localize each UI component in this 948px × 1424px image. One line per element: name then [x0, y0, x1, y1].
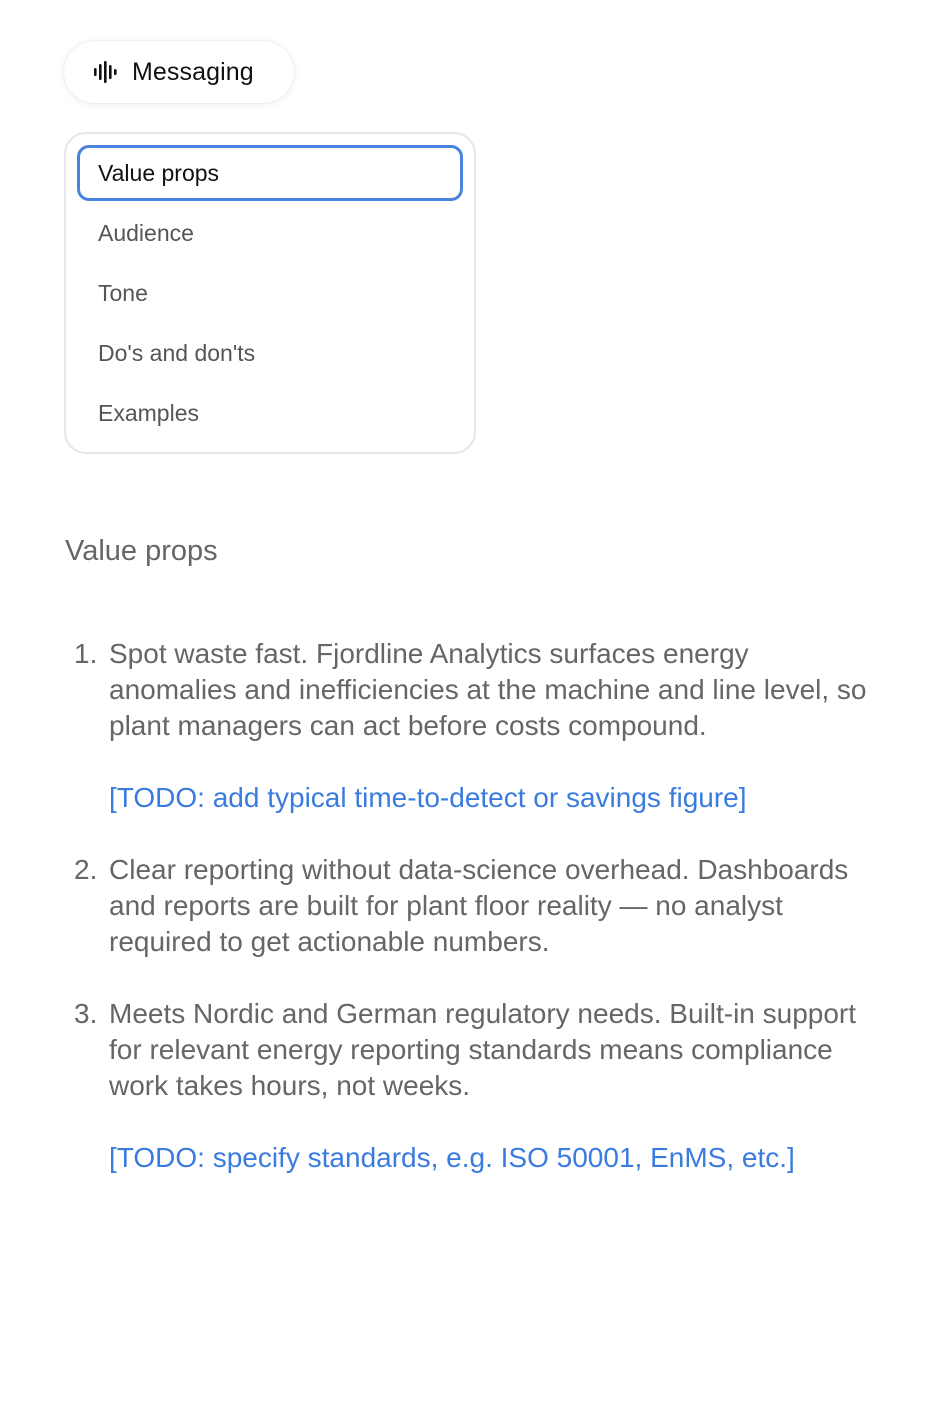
- list-item-number: 1.: [74, 638, 98, 669]
- waveform-icon: [94, 61, 118, 83]
- list-item: [0, 636, 948, 816]
- section-menu: [64, 132, 476, 454]
- menu-item-audience[interactable]: Audience: [98, 219, 194, 246]
- list-item-text: Meets Nordic and German regulatory needs. Built-in support for relevant energy reporting standards means compliance work takes hours, not weeks.: [109, 998, 857, 1101]
- list-item-number: 2.: [74, 854, 98, 885]
- todo-note: [TODO: specify standards, e.g. ISO 50001, EnMS, etc.]: [109, 1142, 795, 1173]
- section-title: Value props: [65, 535, 218, 567]
- list-item-text: Clear reporting without data-science overhead. Dashboards and reports are built for plant floor reality — no analyst required to get actionable numbers.: [109, 854, 849, 957]
- menu-item-dos-and-donts[interactable]: Do's and don'ts: [98, 339, 256, 366]
- value-props-list: [0, 636, 948, 1176]
- messaging-chip-label: Messaging: [132, 57, 254, 86]
- list-item: [0, 996, 948, 1176]
- messaging-chip[interactable]: [64, 41, 294, 103]
- menu-item-examples[interactable]: Examples: [98, 399, 199, 426]
- todo-note: [TODO: add typical time-to-detect or savings figure]: [109, 782, 747, 813]
- list-item-number: 3.: [74, 998, 98, 1029]
- list-item-text: Spot waste fast. Fjordline Analytics surfaces energy anomalies and inefficiencies at the machine and line level, so plant managers can act before costs compound.: [109, 638, 867, 741]
- menu-item-value-props[interactable]: Value props: [77, 145, 463, 201]
- menu-item-tone[interactable]: Tone: [98, 279, 148, 306]
- list-item: [0, 852, 948, 960]
